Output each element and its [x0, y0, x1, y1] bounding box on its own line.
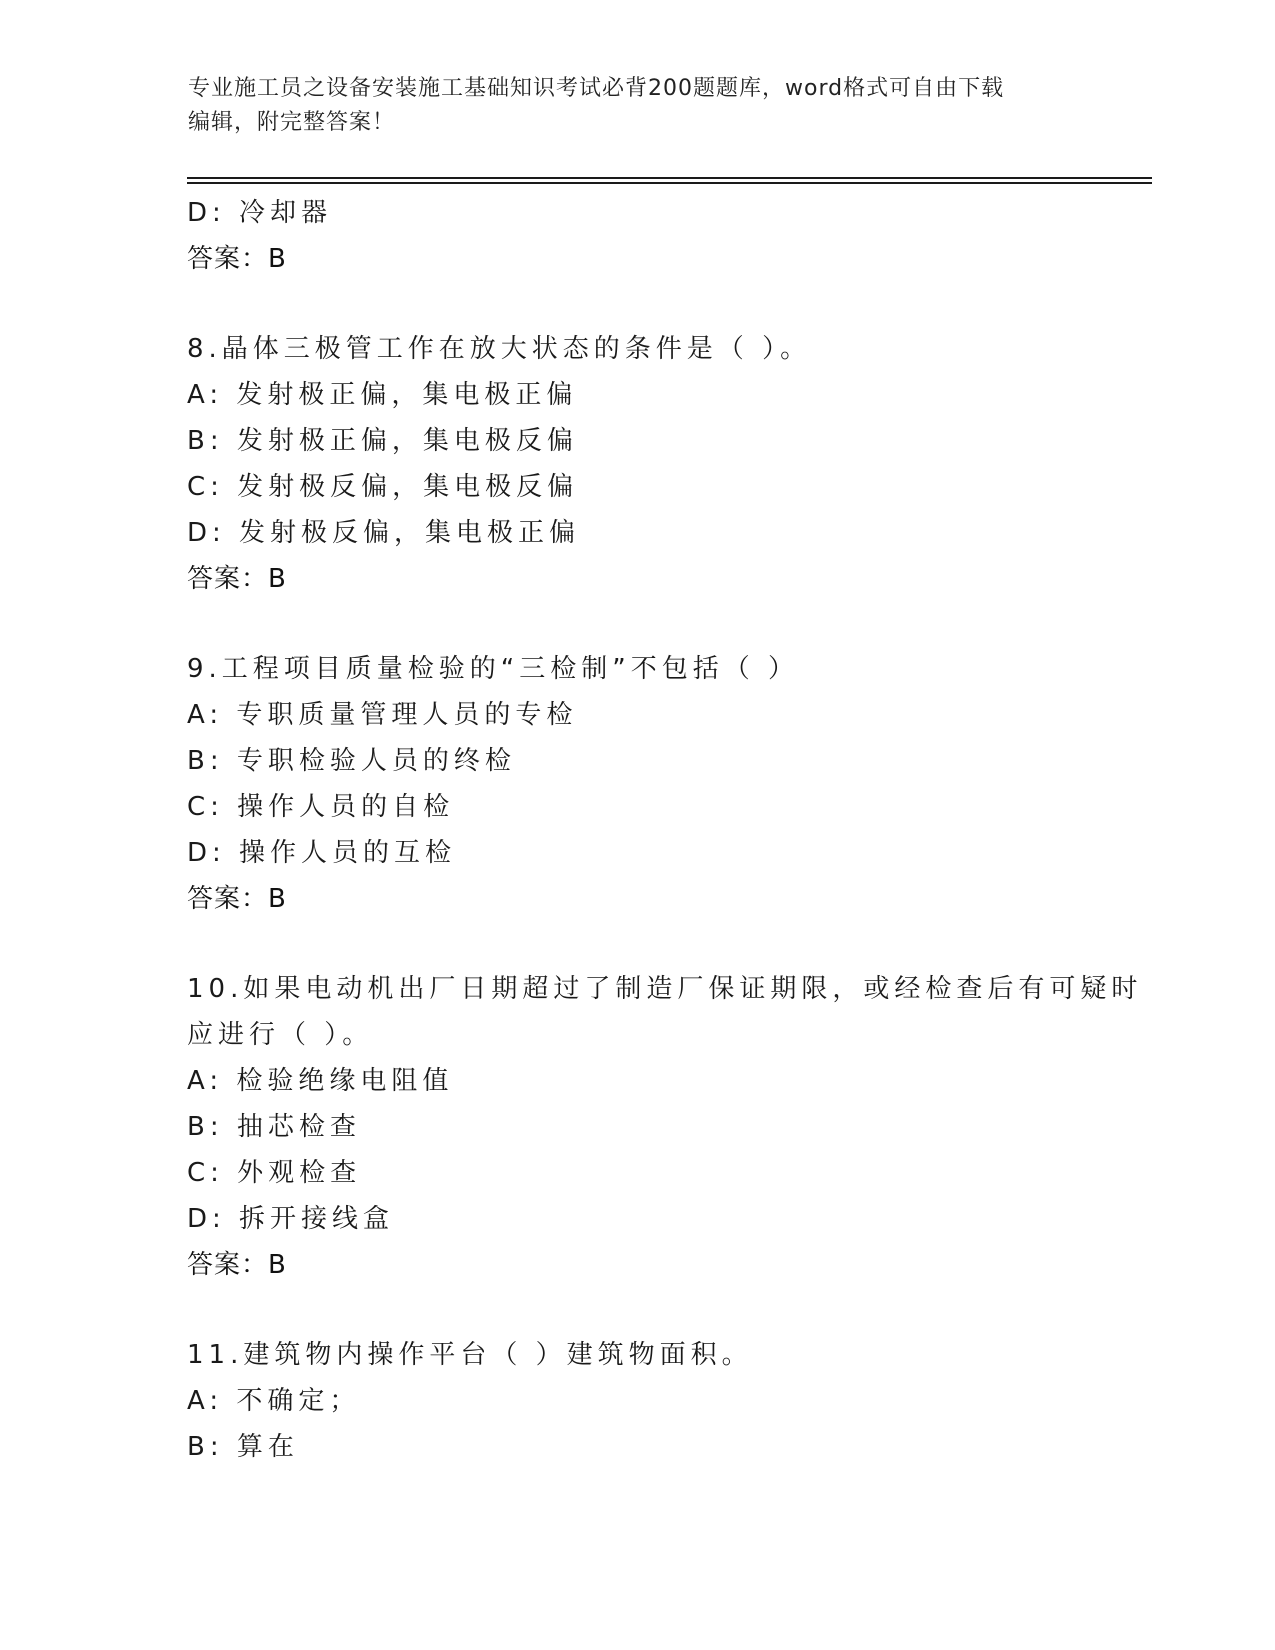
- header-line-1: 专业施工员之设备安装施工基础知识考试必背200题题库，word格式可自由下载: [188, 76, 1005, 101]
- option-a: A: 不确定；: [187, 1386, 361, 1416]
- question-gap: [187, 602, 1127, 646]
- question-list: [187, 190, 1143, 1470]
- header-divider-top: [187, 177, 1152, 179]
- question-8: [187, 326, 1127, 602]
- answer-line: 答案：B: [187, 244, 287, 274]
- question-stem-line: 10.如果电动机出厂日期超过了制造厂保证期限，或经检查后有可疑时: [187, 974, 1143, 1004]
- option-d: D: 发射极反偏，集电极正偏: [187, 518, 581, 548]
- header-divider-bottom: [187, 182, 1152, 184]
- option-b: B: 算在: [187, 1432, 299, 1462]
- question-stem: [187, 1332, 1127, 1378]
- option-a: A: 发射极正偏，集电极正偏: [187, 380, 578, 410]
- option-c: C: 操作人员的自检: [187, 792, 455, 822]
- option-a: A: 检验绝缘电阻值: [187, 1066, 454, 1096]
- question-gap: [187, 282, 1127, 326]
- option-b: B: 专职检验人员的终检: [187, 746, 516, 776]
- question-gap: [187, 1288, 1127, 1332]
- option-d: D: 拆开接线盒: [187, 1204, 395, 1234]
- previous-question-tail: [187, 190, 1127, 282]
- option-b: B: 抽芯检查: [187, 1112, 361, 1142]
- option-d: D: 操作人员的互检: [187, 838, 457, 868]
- question-9: [187, 646, 1127, 922]
- question-gap: [187, 922, 1127, 966]
- question-10: [187, 966, 1143, 1288]
- answer-line: 答案：B: [187, 1250, 287, 1280]
- question-stem-line: 9.工程项目质量检验的“三检制”不包括（ ）: [187, 654, 800, 684]
- question-stem-line: 应进行（ ）。: [187, 1020, 374, 1050]
- question-stem: [187, 966, 1143, 1058]
- question-stem: [187, 646, 1127, 692]
- option-b: B: 发射极正偏，集电极反偏: [187, 426, 578, 456]
- question-stem: [187, 326, 1127, 372]
- option-a: A: 专职质量管理人员的专检: [187, 700, 578, 730]
- question-11: [187, 1332, 1127, 1470]
- option-c: C: 外观检查: [187, 1158, 362, 1188]
- question-stem-line: 11.建筑物内操作平台（ ）建筑物面积。: [187, 1340, 753, 1370]
- question-stem-line: 8.晶体三极管工作在放大状态的条件是（ ）。: [187, 334, 812, 364]
- answer-line: 答案：B: [187, 884, 287, 914]
- document-header: [188, 72, 1088, 140]
- option-d: D: 冷却器: [187, 198, 333, 228]
- header-line-2: 编辑，附完整答案！: [188, 110, 396, 135]
- option-c: C: 发射极反偏，集电极反偏: [187, 472, 579, 502]
- answer-line: 答案：B: [187, 564, 287, 594]
